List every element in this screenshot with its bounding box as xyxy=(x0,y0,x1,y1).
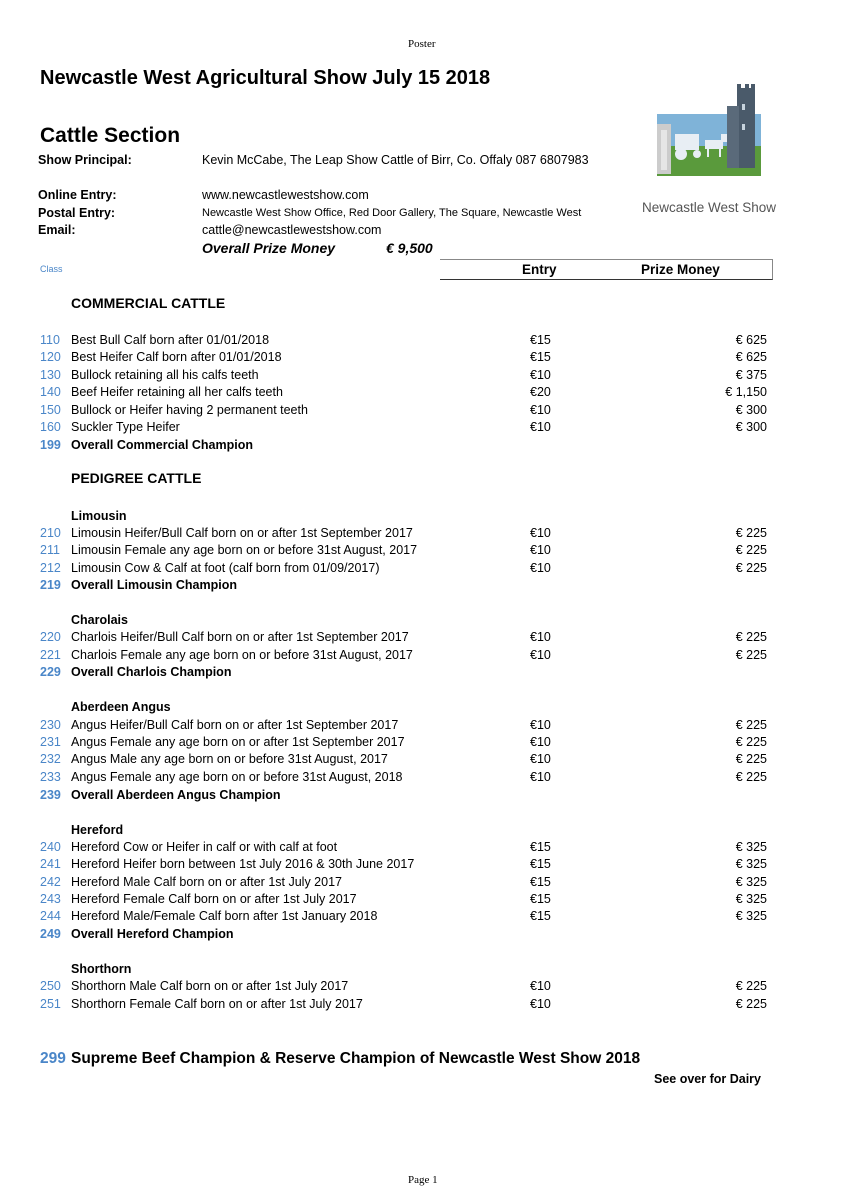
prize-money: € 225 xyxy=(735,735,767,749)
table-row xyxy=(0,857,849,874)
entry-fee: €10 xyxy=(530,526,551,540)
prize-money: € 325 xyxy=(735,875,767,889)
table-row xyxy=(0,648,849,665)
class-number: 241 xyxy=(40,857,61,871)
table-row xyxy=(0,909,849,926)
entry-fee: €15 xyxy=(530,892,551,906)
commercial-cattle-heading: COMMERCIAL CATTLE xyxy=(71,295,226,311)
class-description: Shorthorn Male Calf born on or after 1st July 2017 xyxy=(71,979,349,993)
prize-money: € 325 xyxy=(735,909,767,923)
online-entry-link[interactable]: www.newcastlewestshow.com xyxy=(202,188,369,202)
class-description: Bullock or Heifer having 2 permanent teeth xyxy=(71,403,308,417)
entry-fee: €10 xyxy=(530,543,551,557)
breed-heading-charolais: Charolais xyxy=(71,613,128,627)
prize-money: € 225 xyxy=(735,752,767,766)
entry-fee: €10 xyxy=(530,735,551,749)
champion-row xyxy=(0,438,849,455)
entry-fee: €10 xyxy=(530,752,551,766)
class-description: Limousin Female any age born on or before 31st August, 2017 xyxy=(71,543,418,557)
class-description: Hereford Male/Female Calf born after 1st January 2018 xyxy=(71,909,378,923)
class-description: Limousin Cow & Calf at foot (calf born from 01/09/2017) xyxy=(71,561,380,575)
class-column-label: Class xyxy=(40,264,63,274)
prize-money: € 625 xyxy=(735,333,767,347)
prize-money: € 225 xyxy=(735,718,767,732)
running-header: Poster xyxy=(408,38,436,50)
class-number: 130 xyxy=(40,368,61,382)
class-description: Charlois Heifer/Bull Calf born on or after 1st September 2017 xyxy=(71,630,409,644)
entry-fee: €10 xyxy=(530,420,551,434)
postal-entry-label: Postal Entry: xyxy=(38,206,116,220)
table-row xyxy=(0,385,849,402)
class-description: Best Bull Calf born after 01/01/2018 xyxy=(71,333,270,347)
prize-money: € 225 xyxy=(735,561,767,575)
table-row xyxy=(0,840,849,857)
entry-fee: €10 xyxy=(530,403,551,417)
class-number: 243 xyxy=(40,892,61,906)
class-description: Overall Commercial Champion xyxy=(71,438,254,452)
table-row xyxy=(0,770,849,787)
logo-text: Newcastle West Show xyxy=(641,200,777,215)
prize-money: € 375 xyxy=(735,368,767,382)
class-description: Angus Male any age born on or before 31st August, 2017 xyxy=(71,752,388,766)
class-description: Shorthorn Female Calf born on or after 1st July 2017 xyxy=(71,997,363,1011)
entry-fee: €10 xyxy=(530,648,551,662)
class-number: 244 xyxy=(40,909,61,923)
entry-fee: €10 xyxy=(530,630,551,644)
entry-fee: €15 xyxy=(530,909,551,923)
show-principal-label: Show Principal: xyxy=(38,153,132,167)
entry-fee: €10 xyxy=(530,561,551,575)
class-description: Angus Female any age born on or before 31st August, 2018 xyxy=(71,770,403,784)
class-description: Beef Heifer retaining all her calfs teeth xyxy=(71,385,283,399)
prize-money: € 225 xyxy=(735,997,767,1011)
class-description: Overall Charlois Champion xyxy=(71,665,232,679)
class-number: 120 xyxy=(40,350,61,364)
entry-fee: €10 xyxy=(530,979,551,993)
breed-heading-angus: Aberdeen Angus xyxy=(71,700,171,714)
champion-row xyxy=(0,665,849,682)
prize-money: € 225 xyxy=(735,979,767,993)
table-row xyxy=(0,350,849,367)
breed-heading-limousin: Limousin xyxy=(71,509,127,523)
breed-heading-hereford: Hereford xyxy=(71,823,124,837)
class-description: Suckler Type Heifer xyxy=(71,420,180,434)
class-number: 233 xyxy=(40,770,61,784)
table-row xyxy=(0,979,849,996)
class-number: 232 xyxy=(40,752,61,766)
table-row xyxy=(0,892,849,909)
table-row xyxy=(0,368,849,385)
entry-fee: €15 xyxy=(530,333,551,347)
class-number: 211 xyxy=(40,543,60,557)
entry-fee: €10 xyxy=(530,997,551,1011)
prize-money: € 300 xyxy=(735,420,767,434)
entry-fee: €15 xyxy=(530,350,551,364)
class-number: 242 xyxy=(40,875,61,889)
overall-prize-label: Overall Prize Money xyxy=(202,240,336,256)
postal-entry-value: Newcastle West Show Office, Red Door Gallery, The Square, Newcastle West xyxy=(202,207,582,219)
table-row xyxy=(0,543,849,560)
class-description: Limousin Heifer/Bull Calf born on or after 1st September 2017 xyxy=(71,526,413,540)
class-description: Overall Hereford Champion xyxy=(71,927,234,941)
pedigree-cattle-heading: PEDIGREE CATTLE xyxy=(71,470,202,486)
prize-money: € 225 xyxy=(735,648,767,662)
page-title: Newcastle West Agricultural Show July 15 2018 xyxy=(40,67,491,89)
show-principal-value: Kevin McCabe, The Leap Show Cattle of Birr, Co. Offaly 087 6807983 xyxy=(202,153,589,167)
prize-money: € 325 xyxy=(735,892,767,906)
prize-money: € 300 xyxy=(735,403,767,417)
table-row xyxy=(0,875,849,892)
class-number: 199 xyxy=(40,438,61,452)
prize-money: € 1,150 xyxy=(725,385,767,399)
entry-fee: €10 xyxy=(530,718,551,732)
class-description: Overall Aberdeen Angus Champion xyxy=(71,788,281,802)
prize-money: € 225 xyxy=(735,526,767,540)
supreme-class-number: 299 xyxy=(40,1050,66,1067)
prize-money: € 325 xyxy=(735,840,767,854)
class-number: 231 xyxy=(40,735,61,749)
class-description: Bullock retaining all his calfs teeth xyxy=(71,368,259,382)
class-number: 229 xyxy=(40,665,61,679)
page-number: Page 1 xyxy=(408,1174,438,1186)
class-description: Hereford Heifer born between 1st July 2016 & 30th June 2017 xyxy=(71,857,415,871)
class-number: 150 xyxy=(40,403,61,417)
class-number: 219 xyxy=(40,578,61,592)
class-number: 240 xyxy=(40,840,61,854)
show-logo xyxy=(641,84,777,220)
column-header-box xyxy=(440,259,773,280)
table-row xyxy=(0,735,849,752)
class-number: 220 xyxy=(40,630,61,644)
section-title: Cattle Section xyxy=(40,124,181,147)
table-row xyxy=(0,718,849,735)
prize-money: € 225 xyxy=(735,770,767,784)
class-description: Angus Heifer/Bull Calf born on or after 1st September 2017 xyxy=(71,718,399,732)
class-number: 221 xyxy=(40,648,61,662)
table-row xyxy=(0,403,849,420)
class-description: Overall Limousin Champion xyxy=(71,578,237,592)
class-number: 249 xyxy=(40,927,61,941)
prize-money: € 225 xyxy=(735,543,767,557)
entry-fee: €15 xyxy=(530,840,551,854)
prize-money: € 625 xyxy=(735,350,767,364)
table-row xyxy=(0,420,849,437)
email-link[interactable]: cattle@newcastlewestshow.com xyxy=(202,223,382,237)
table-row xyxy=(0,630,849,647)
see-over-note: See over for Dairy xyxy=(654,1072,761,1086)
champion-row xyxy=(0,927,849,944)
class-number: 210 xyxy=(40,526,61,540)
prize-column-header: Prize Money xyxy=(641,262,720,277)
class-number: 212 xyxy=(40,561,61,575)
table-row xyxy=(0,997,849,1014)
class-number: 110 xyxy=(40,333,60,347)
online-entry-label: Online Entry: xyxy=(38,188,117,202)
class-number: 239 xyxy=(40,788,61,802)
overall-prize-value: € 9,500 xyxy=(386,240,433,256)
class-number: 250 xyxy=(40,979,61,993)
entry-fee: €20 xyxy=(530,385,551,399)
entry-fee: €15 xyxy=(530,875,551,889)
class-description: Hereford Cow or Heifer in calf or with calf at foot xyxy=(71,840,338,854)
class-number: 230 xyxy=(40,718,61,732)
class-number: 140 xyxy=(40,385,61,399)
entry-fee: €15 xyxy=(530,857,551,871)
castle-farm-logo-icon xyxy=(641,84,777,220)
table-row xyxy=(0,561,849,578)
table-row xyxy=(0,333,849,350)
champion-row xyxy=(0,788,849,805)
class-description: Hereford Male Calf born on or after 1st July 2017 xyxy=(71,875,342,889)
email-label: Email: xyxy=(38,223,76,237)
class-description: Best Heifer Calf born after 01/01/2018 xyxy=(71,350,282,364)
class-description: Hereford Female Calf born on or after 1st July 2017 xyxy=(71,892,357,906)
entry-column-header: Entry xyxy=(522,262,557,277)
class-number: 160 xyxy=(40,420,61,434)
breed-heading-shorthorn: Shorthorn xyxy=(71,962,132,976)
class-description: Charlois Female any age born on or before 31st August, 2017 xyxy=(71,648,413,662)
prize-money: € 325 xyxy=(735,857,767,871)
entry-fee: €10 xyxy=(530,770,551,784)
prize-money: € 225 xyxy=(735,630,767,644)
class-number: 251 xyxy=(40,997,61,1011)
table-row xyxy=(0,752,849,769)
entry-fee: €10 xyxy=(530,368,551,382)
supreme-champion-title: Supreme Beef Champion & Reserve Champion of Newcastle West Show 2018 xyxy=(71,1050,641,1067)
class-description: Angus Female any age born on or after 1st September 2017 xyxy=(71,735,405,749)
champion-row xyxy=(0,578,849,595)
table-row xyxy=(0,526,849,543)
